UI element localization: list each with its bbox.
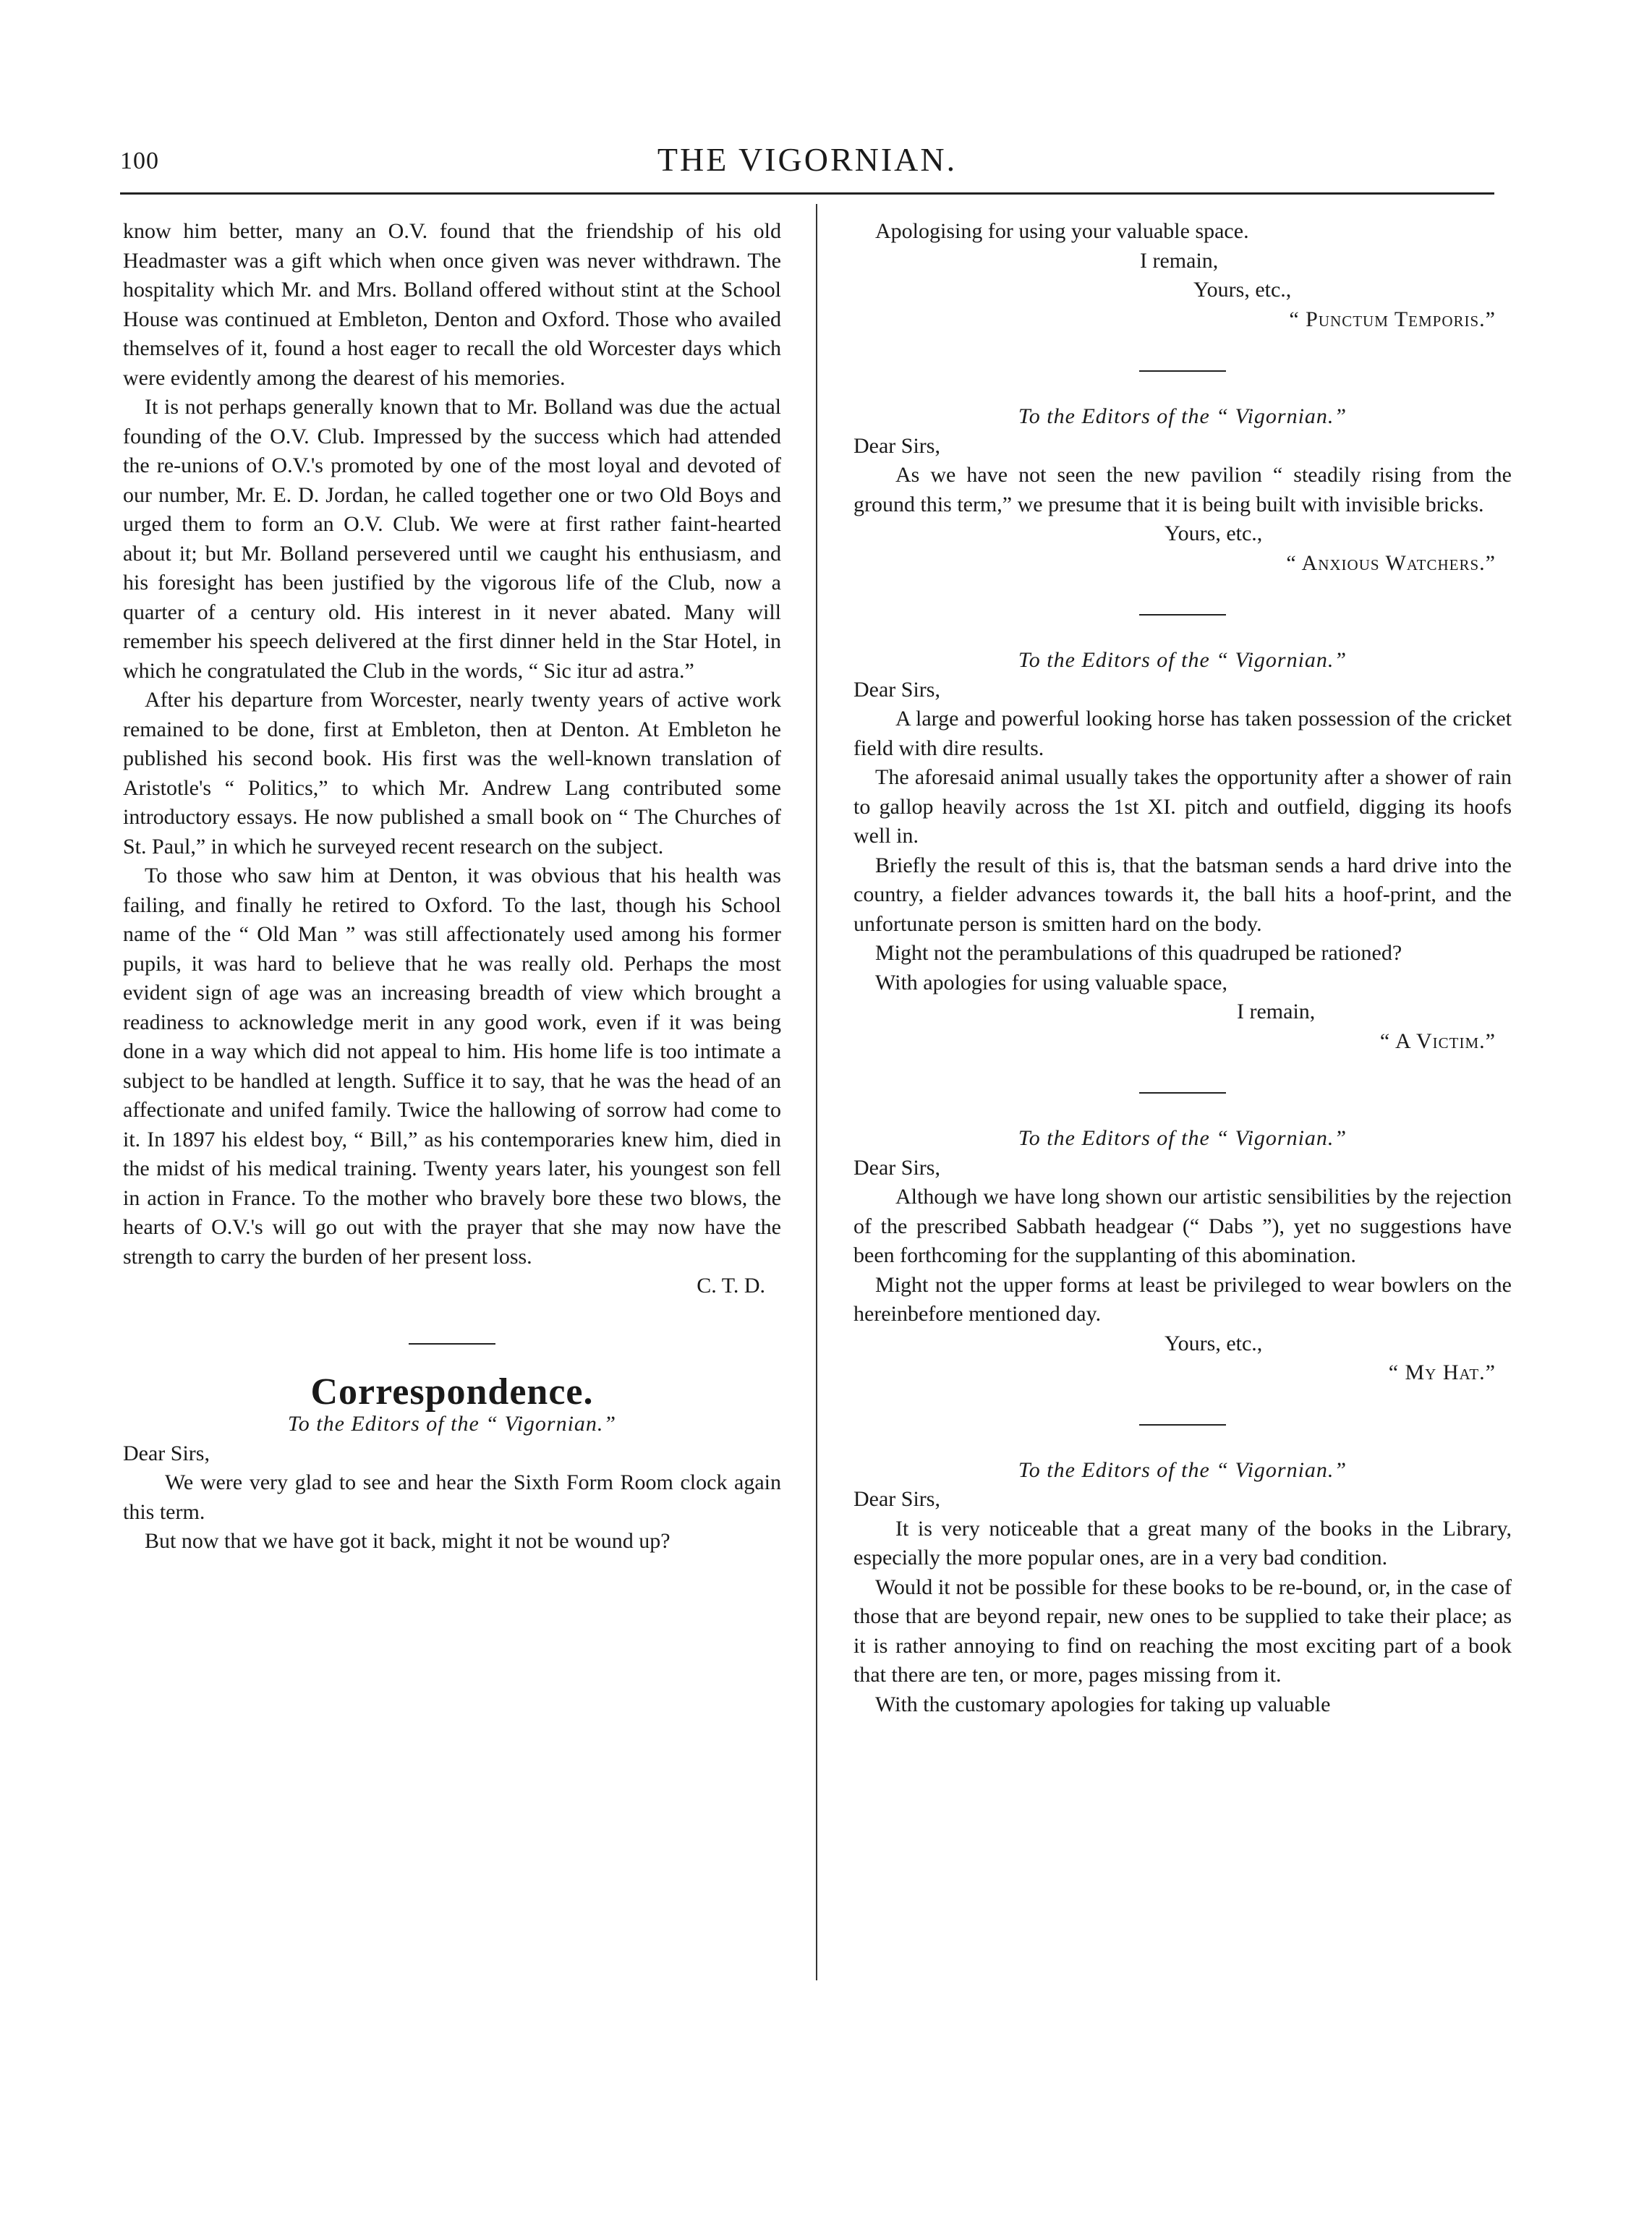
- page-header: [120, 140, 1494, 184]
- letter-paragraph: Briefly the result of this is, that the batsman sends a hard drive into the country, a fielder advances towards it, the ball hits a hoof-print, and the unfortunate person is smitten hard on the body.: [853, 853, 1512, 936]
- left-column: [123, 217, 781, 1556]
- letter-paragraph: With apologies for using valuable space,: [875, 970, 1227, 995]
- obituary-paragraph: know him better, many an O.V. found that the friendship of his old Headmaster was a gift which when once given was never withdrawn. The hospitality which Mr. and Mrs. Bolland offered without stint at the School House was continued at Embleton, Denton and Oxford. Those who availed themselves of it, found a host eager to recall the old Worcester days which were evidently among the dearest of his memories.: [123, 219, 781, 390]
- letter-paragraph: The aforesaid animal usually takes the opportunity after a shower of rain to gallop heavily across the 1st XI. pitch and outfield, digging its hoofs well in.: [853, 765, 1512, 848]
- header-rule: [120, 192, 1494, 195]
- column-divider: [816, 204, 817, 1980]
- letter-address: To the Editors of the “ Vigornian.”: [1018, 648, 1347, 672]
- letter-signature: “ A Victim.”: [1379, 1029, 1496, 1053]
- letter-paragraph: Might not the upper forms at least be privileged to wear bowlers on the hereinbefore mentioned day.: [853, 1272, 1512, 1326]
- correspondence-heading: Correspondence.: [310, 1371, 594, 1413]
- letter-closing: I remain,: [1237, 1000, 1316, 1023]
- obituary-paragraph: It is not perhaps generally known that to Mr. Bolland was due the actual founding of the O.V. Club. Impressed by the success which had attended the re-unions of O.V.'s promoted by one of the most loyal and devoted of our number, Mr. E. D. Jordan, he called together one or two Old Boys and urged them to form an O.V. Club. We were at first rather faint-hearted about it; but Mr. Bolland persevered until we caught his enthusiasm, and his foresight has been justified by the vigorous life of the Club, now a quarter of a century old. His interest in it never abated. Many will remember his speech delivered at the first dinner held in the Star Hotel, in which he congratulated the Club in the words, “ Sic itur ad astra.”: [123, 395, 781, 683]
- letter-address: To the Editors of the “ Vigornian.”: [287, 1412, 617, 1436]
- letter-paragraph: With the customary apologies for taking up valuable: [875, 1692, 1331, 1716]
- letter-closing: Yours, etc.,: [1193, 278, 1292, 302]
- letter-closing: I remain,: [1140, 248, 1219, 273]
- obituary-paragraph: To those who saw him at Denton, it was obvious that his health was failing, and finally he retired to Oxford. To the last, though his School name of the “ Old Man ” was still affectionately used among his former pupils, it was hard to believe that he was really old. Perhaps the most evident sign of age was an increasing breadth of view which brought a readiness to acknowledge merit in any good work, even if it was being done in a way which did not appeal to him. His home life is too intimate a subject to be handled at length. Suffice it to say, that he was the head of an affectionate and unifed family. Twice the hallowing of sorrow had come to it. In 1897 his eldest boy, “ Bill,” as his contemporaries knew him, died in the midst of his medical training. Twenty years later, his youngest son fell in action in France. To the mother who bravely bore these two blows, the hearts of O.V.'s will go out with the prayer that she may now have the strength to carry the burden of her present loss.: [123, 864, 781, 1269]
- letter-address: To the Editors of the “ Vigornian.”: [1018, 1457, 1347, 1482]
- letter-salutation: Dear Sirs,: [853, 1155, 940, 1180]
- letter-address: To the Editors of the “ Vigornian.”: [1018, 404, 1347, 428]
- letter-salutation: Dear Sirs,: [853, 677, 940, 702]
- letter-apology: Apologising for using your valuable space.: [875, 219, 1249, 243]
- author-initials: C. T. D.: [697, 1274, 765, 1298]
- letter-paragraph: It is very noticeable that a great many of the books in the Library, especially the more popular ones, are in a very bad condition.: [853, 1516, 1512, 1570]
- letter-paragraph: Would it not be possible for these books to be re-bound, or, in the case of those that are beyond repair, new ones to be supplied to take their place; as it is rather annoying to find on reaching the most exciting part of a book that there are ten, or more, pages missing from it.: [853, 1575, 1512, 1687]
- letter-paragraph: We were very glad to see and hear the Sixth Form Room clock again this term.: [123, 1470, 781, 1524]
- letter-paragraph: Might not the perambulations of this quadruped be rationed?: [875, 941, 1402, 965]
- right-column: [853, 217, 1512, 1719]
- running-title: THE VIGORNIAN.: [657, 141, 958, 178]
- letter-closing: Yours, etc.,: [1165, 521, 1263, 545]
- letter-address: To the Editors of the “ Vigornian.”: [1018, 1126, 1347, 1150]
- letter-paragraph: Although we have long shown our artistic sensibilities by the rejection of the prescribed Sabbath headgear (“ Dabs ”), yet no suggestions have been forthcoming for the supplanting of this abomination.: [853, 1185, 1512, 1267]
- letter-paragraph: But now that we have got it back, might it not be wound up?: [145, 1529, 670, 1553]
- letter-salutation: Dear Sirs,: [853, 1487, 940, 1511]
- letter-paragraph: A large and powerful looking horse has taken possession of the cricket field with dire results.: [853, 707, 1512, 760]
- letter-salutation: Dear Sirs,: [123, 1441, 210, 1465]
- letter-signature: “ Anxious Watchers.”: [1286, 550, 1496, 575]
- letter-salutation: Dear Sirs,: [853, 433, 940, 458]
- page-number: 100: [120, 148, 159, 174]
- letter-closing: Yours, etc.,: [1165, 1331, 1263, 1355]
- obituary-paragraph: After his departure from Worcester, nearly twenty years of active work remained to be done, first at Embleton, then at Denton. At Embleton he published his second book. His first was the well-known translation of Aristotle's “ Politics,” to which Mr. Andrew Lang contributed some introductory essays. He now published a small book on “ The Churches of St. Paul,” in which he surveyed recent research on the subject.: [123, 688, 781, 859]
- letter-signature: “ My Hat.”: [1388, 1360, 1496, 1384]
- letter-paragraph: As we have not seen the new pavilion “ steadily rising from the ground this term,” we presume that it is being built with invisible bricks.: [853, 463, 1512, 516]
- letter-signature: “ Punctum Temporis.”: [1289, 307, 1496, 331]
